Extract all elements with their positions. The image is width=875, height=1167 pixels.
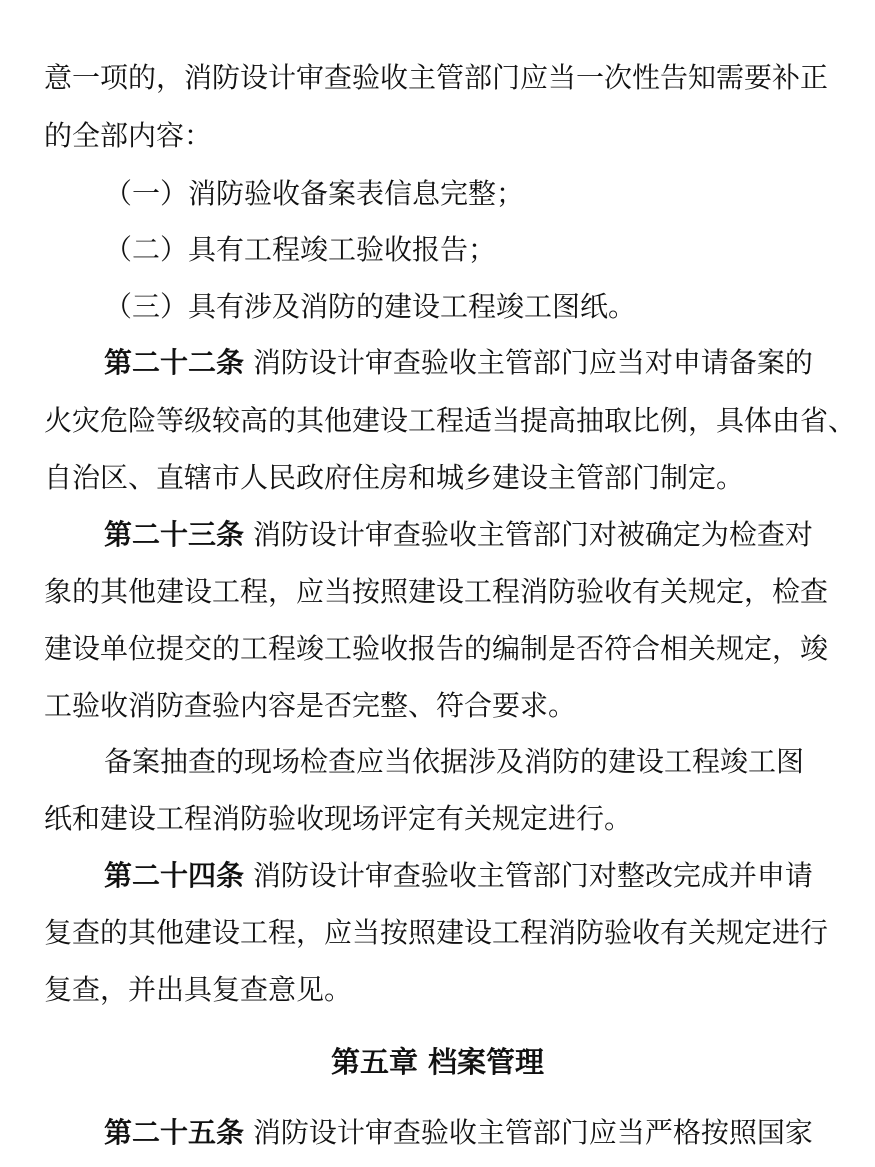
text-line: 的全部内容： [44,119,213,152]
article-text: 消防设计审查验收主管部门对整改完成并申请 [252,859,813,892]
text-line: 备案抽查的现场检查应当依据涉及消防的建设工程竣工图 [104,745,805,778]
list-item: （二）具有工程竣工验收报告； [104,233,497,266]
article-label: 第二十二条 [104,346,245,379]
text-line: 象的其他建设工程，应当按照建设工程消防验收有关规定，检查 [44,575,829,608]
article-22-first-line [104,343,813,383]
article-label: 第二十四条 [104,859,245,892]
text-line: 纸和建设工程消防验收现场评定有关规定进行。 [44,802,633,835]
text-line: 复查的其他建设工程，应当按照建设工程消防验收有关规定进行 [44,916,829,949]
chapter-heading: 第五章 档案管理 [330,1045,545,1079]
list-item: （一）消防验收备案表信息完整； [104,177,525,210]
article-24-first-line [104,856,813,896]
article-text: 消防设计审查验收主管部门应当对申请备案的 [252,346,813,379]
text-line: 复查，并出具复查意见。 [44,973,353,1006]
article-label: 第二十五条 [104,1116,245,1149]
text-line: 火灾危险等级较高的其他建设工程适当提高抽取比例，具体由省、 [44,404,857,437]
text-line: 建设单位提交的工程竣工验收报告的编制是否符合相关规定，竣 [44,632,829,665]
article-23-first-line [104,515,813,555]
text-line: 自治区、直辖市人民政府住房和城乡建设主管部门制定。 [44,461,745,494]
article-text: 消防设计审查验收主管部门应当严格按照国家 [252,1116,813,1149]
article-text: 消防设计审查验收主管部门对被确定为检查对 [252,518,813,551]
article-label: 第二十三条 [104,518,245,551]
text-line: 工验收消防查验内容是否完整、符合要求。 [44,689,577,722]
text-line: 意一项的，消防设计审查验收主管部门应当一次性告知需要补正 [44,61,829,94]
list-item: （三）具有涉及消防的建设工程竣工图纸。 [104,290,637,323]
article-25-first-line [104,1113,813,1153]
